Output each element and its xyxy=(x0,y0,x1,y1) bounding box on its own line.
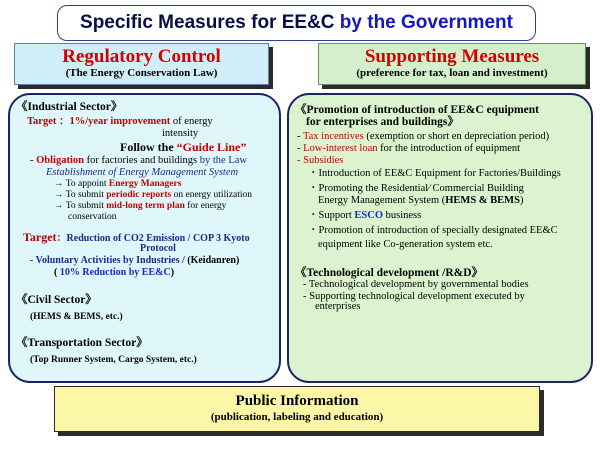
mid-long-plan-line-cont: conservation xyxy=(68,212,117,222)
arrow-icon: → xyxy=(54,201,64,211)
periodic-reports-line: → To submit periodic reports on energy utilization xyxy=(54,190,253,200)
supporting-measures-panel xyxy=(287,93,593,383)
regulatory-control-panel xyxy=(8,93,281,383)
public-information-subtitle: (publication, labeling and education) xyxy=(210,411,384,423)
page-title xyxy=(57,5,536,41)
techdev-line-1: - Technological development by governmental bodies xyxy=(303,279,529,290)
supporting-measures-subtitle: (preference for tax, loan and investment) xyxy=(356,67,548,79)
regulatory-control-title: Regulatory Control xyxy=(62,46,221,67)
reduction-line: ( 10% Reduction by EE&C) xyxy=(54,267,175,278)
bullet-icon: ・ xyxy=(308,210,319,221)
industrial-target-line: Target ：1%/year improvement of energy xyxy=(27,116,213,127)
subsidy-item-factories: ・Introduction of EE&C Equipment for Factories/Buildings xyxy=(308,168,561,179)
title-main: Specific Measures for EE&C xyxy=(80,12,340,33)
civil-sector-detail: (HEMS & BEMS, etc.) xyxy=(30,312,123,322)
civil-sector-label: 《Civil Sector》 xyxy=(16,294,97,306)
supporting-measures-header xyxy=(318,43,586,85)
voluntary-activities-line: - Voluntary Activities by Industries / (Keidanren) xyxy=(30,255,240,266)
subsidies-label: - Subsidies xyxy=(297,155,344,166)
bullet-icon: ・ xyxy=(308,183,319,194)
public-information-box xyxy=(54,386,540,432)
bullet-icon: ・ xyxy=(308,225,319,236)
co2-target-line: Target：Reduction of CO2 Emission / COP 3 Kyoto xyxy=(23,230,250,244)
low-interest-loan-line: - Low-interest loan for the introduction of equipment xyxy=(297,143,521,154)
techdev-line-2-cont: enterprises xyxy=(315,301,361,312)
subsidy-item-cogeneration: ・Promotion of introduction of specially designated EE&C xyxy=(308,225,558,236)
techdev-line-2: - Supporting technological development executed by xyxy=(303,291,525,302)
bullet-icon: ・ xyxy=(308,168,319,179)
co2-target-line-cont: Protocol xyxy=(140,243,176,254)
transportation-sector-detail: (Top Runner System, Cargo System, etc.) xyxy=(30,355,197,365)
arrow-icon: → xyxy=(54,190,64,200)
regulatory-control-header xyxy=(14,43,269,85)
techdev-label: 《Technological development /R&D》 xyxy=(295,267,484,279)
subsidy-item-cogeneration-cont: equipment like Co-generation system etc. xyxy=(318,239,493,250)
regulatory-control-subtitle: (The Energy Conservation Law) xyxy=(65,67,218,79)
public-information-title: Public Information xyxy=(235,393,359,409)
appoint-line: → To appoint Energy Managers xyxy=(54,179,182,189)
supporting-measures-title: Supporting Measures xyxy=(364,46,540,67)
obligation-line: - Obligation for factories and buildings by the Law xyxy=(30,155,247,166)
transportation-sector-label: 《Transportation Sector》 xyxy=(16,337,148,349)
arrow-icon: → xyxy=(54,179,64,189)
subsidy-item-esco: ・Support ESCO business xyxy=(308,210,422,221)
establishment-line: Establishment of Energy Management System xyxy=(46,167,239,178)
title-government: by the Government xyxy=(339,12,513,33)
promotion-label: 《Promotion of introduction of EE&C equipment xyxy=(295,104,539,116)
subsidy-item-building: ・Promoting the Residential∕ Commercial Building xyxy=(308,183,524,194)
mid-long-plan-line: → To submit mid-long term plan for energy xyxy=(54,201,227,211)
promotion-label-cont: for enterprises and buildings》 xyxy=(306,116,459,128)
tax-incentives-line: - Tax incentives (exemption or short en depreciation period) xyxy=(297,131,550,142)
guide-line-text: Follow the “Guide Line” xyxy=(120,140,247,154)
industrial-sector-label: 《Industrial Sector》 xyxy=(16,101,123,113)
industrial-target-line-cont: intensity xyxy=(162,128,199,139)
subsidy-item-building-cont: Energy Management System (HEMS & BEMS) xyxy=(318,195,524,206)
